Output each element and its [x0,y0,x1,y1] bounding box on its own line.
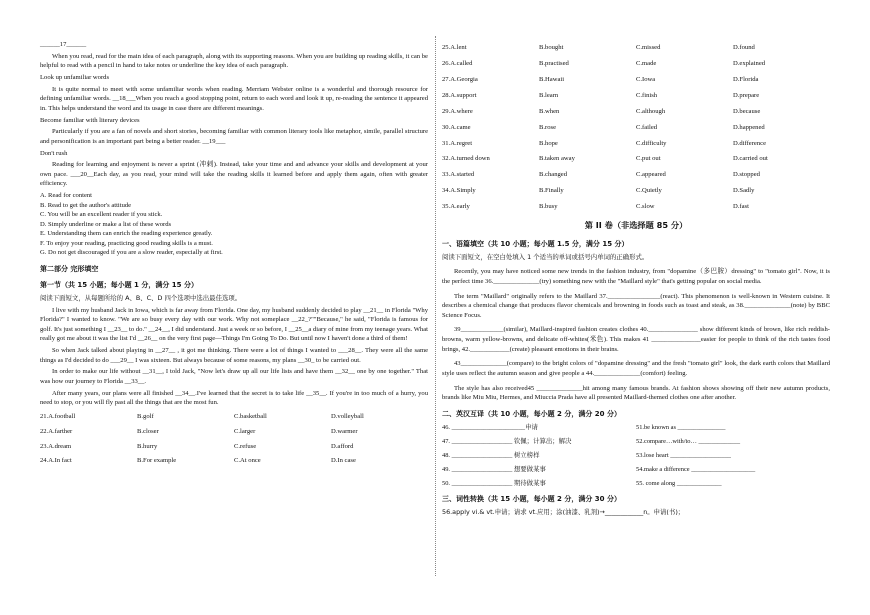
answer-row-34 [442,183,830,199]
answer-cell: 28.A.support [442,91,477,99]
translation-grid [442,423,830,488]
answer-cell: B.practised [539,60,569,68]
answer-cell: B.For example [137,457,177,465]
answer-cell: C.larger [234,428,256,436]
answer-cell: B.busy [539,203,558,211]
section-c-title: 三、词性转换（共 15 小题，每小题 2 分，满分 30 分） [442,494,621,503]
answer-cell: B.learn [539,91,559,99]
answer-cell: 31.A.regret [442,139,473,147]
subheading-look-up: Look up unfamiliar words [40,74,110,82]
reading-paragraph-2: It is quite normal to meet with some unfamiliar words when reading. Merriam Webster online is a wonderful and thorough resource for defining unfamiliar words. __18___When you reach a good stopping point, return to each word and look it up, re-reading the sentence it appeared in. This helps understand the word and its usage in case there are different meanings. [40,85,428,112]
subheading-dont-rush: Don't rush [40,149,68,157]
answer-row-25 [442,40,830,56]
answer-row-29 [442,104,830,120]
answer-cell: D.Sadly [733,187,755,195]
answer-cell: 29.A.where [442,107,473,115]
vocab-item-50: 50. ___________________ 期待做某事 [442,479,546,487]
answer-cell: 27.A.Georgia [442,75,478,83]
vocab-item-54: 54.make a difference ____________________ [636,465,756,473]
vocab-item-47: 47. ___________________ 钦佩；计算出；解决 [442,437,572,445]
answer-row-35 [442,199,830,215]
section1-title: 第一节（共 15 小题；每小题 1 分，满分 15 分） [40,281,198,290]
part2-title: 第二部分 完形填空 [40,264,99,273]
answer-row-31 [442,135,830,151]
vocab-item-51: 51.be known as _______________ [636,423,726,431]
answer-cell: B.Hawaii [539,75,565,83]
cloze-answer-grid-right [442,40,830,215]
answer-cell: D.explained [733,60,766,68]
answer-row-30 [442,119,830,135]
vocab-item-46: 46. _______________________申请 [442,423,538,431]
option-c: C. You will be an excellent reader if you stick. [40,211,163,219]
answer-row-27 [442,72,830,88]
answer-cell: 23.A.dream [40,442,72,450]
answer-cell: D.afford [331,442,354,450]
answer-cell: C.At once [234,457,261,465]
volume-2-title: 第 II 卷（非选择题 85 分） [584,219,688,230]
answer-cell: B.rose [539,123,557,131]
blank-17: ______17______ [40,41,87,48]
answer-cell: C.slow [636,203,655,211]
answer-row-22 [40,425,428,440]
answer-cell: C.appeared [636,171,666,179]
answer-row-21 [40,410,428,425]
answer-cell: B.golf [137,413,154,421]
subheading-literary-devices: Become familiar with literary devices [40,116,140,124]
fill-paragraph-2: The term "Maillard" originally refers to the Maillard 37.________________(react). This phenomenon is well-known in Western cuisine. It describes a chemical change that produces flavor chemicals and browning in foods such as toast and steak, as 38.______________(note) by BBC Science Focus. [442,292,830,319]
answer-cell: 32.A.turned down [442,155,490,163]
answer-row-24 [40,454,428,469]
answer-row-23 [40,439,428,454]
answer-cell: 26.A.called [442,60,473,68]
section-a-instructions: 阅读下面短文，在空白处填入 1 个适当的单词或括号内单词的正确形式。 [442,252,649,261]
answer-cell: D.happened [733,123,765,131]
answer-cell: D.difference [733,139,767,147]
section-a-title: 一、语篇填空（共 10 小题；每小题 1.5 分，满分 15 分） [442,239,629,248]
vocab-item-48: 48. ___________________ 树立榜样 [442,451,540,459]
answer-cell: C.Iowa [636,75,656,83]
cloze-paragraph-2: So when Jack talked about playing in __27__ , it got me thinking. There were a lot of things I wanted to ___28__. They were all the same things as I'd decided to do ___29__ I was sixteen. But always because of some reasons, my plans __30_ to be carried out. [40,347,428,364]
answer-row-28 [442,88,830,104]
answer-cell: D.prepare [733,91,760,99]
answer-cell: B.when [539,107,560,115]
answer-cell: B.closer [137,428,159,436]
reading-paragraph-4: Reading for learning and enjoyment is never a sprint (冲刺). Instead, take your time and and advance your skills and development at your own pace. ___20__Each day, as you read, your mind will take the reading skills it learned before and apply them again, often with greater efficiency. [40,161,428,188]
answer-cell: B.hurry [137,442,158,450]
answer-cell: C.difficulty [636,139,667,147]
answer-cell: D.found [733,44,755,52]
answer-cell: B.hope [539,139,558,147]
reading-paragraph-3: Particularly if you are a fan of novels and short stories, becoming familiar with common literary tools like metaphor, simile, parallel structure and personification is an important part being a better reader. __19___ [40,128,428,145]
answer-cell: C.failed [636,123,658,131]
right-column [442,40,830,520]
reading-paragraph-1: When you read, read for the main idea of each paragraph, along with its supporting reasons. When you are building up reading skills, it can be helpful to read with a pencil in hand to take notes or underline the key idea of each paragraph. [40,52,428,70]
answer-cell: C.put out [636,155,661,163]
answer-cell: B.changed [539,171,568,179]
answer-cell: 35.A.early [442,203,470,211]
answer-cell: C.made [636,60,657,68]
answer-cell: C.although [636,107,666,115]
fill-paragraph-5: The style has also received45 ______________hit among many famous brands. At fashion shows showing off their new autumn products, brands like Miu Miu, Hermes, and Miuccia Prada have all presented Maillard-themed clothes one after another. [442,384,830,402]
cloze-paragraph-4: After many years, our plans were all finished __34__.I've learned that the secret is to take life __35__. If you're in too much of a hurry, you need to stop, or you will fly past all the things that are the most fun. [40,389,428,407]
option-a: A. Read for content [40,192,92,200]
fill-paragraph-1: Recently, you may have noticed some new trends in the fashion industry, from "dopamine（多巴胺）dressing" to "tomato girl". Now, it is the perfect time 36.______________(try) something new with the "Maillard style" that's getting popular on social media. [442,268,830,285]
answer-cell: C.finish [636,91,658,99]
cloze-answer-grid-left [40,410,428,468]
answer-cell: 24.A.In fact [40,457,72,465]
option-d: D. Simply underline or make a list of these words [40,220,172,228]
answer-cell: 30.A.came [442,123,471,131]
vocab-item-55: 55. come along ______________ [636,479,722,487]
answer-row-26 [442,56,830,72]
answer-cell: B.bought [539,44,564,52]
answer-cell: D.Florida [733,75,759,83]
option-e: E. Understanding them can enrich the reading experience greatly. [40,230,213,238]
answer-cell: C.missed [636,44,661,52]
answer-cell: D.stopped [733,171,760,179]
option-b: B. Read to get the author's attitude [40,201,132,209]
cloze-paragraph-1: I live with my husband Jack in Iowa, which is far away from Florida. One day, my husband suddenly decided to play __21__ in Florida "Why Florida?" I wanted to know. "We are so busy every day with our work. Why not someplace __22_?""Because," he said, "Florida is famous for golf. It's just something I __23__ to do." __24__, I did understand. Just a week or so before, I __25__a diary of mine from my teenage years. What really got me about it was the list I'd __26__ on the very first page—Things I'm Going To Do. But until now I haven't done a third of them! [40,306,428,343]
answer-cell: 34.A.Simply [442,187,476,195]
vocab-item-53: 53.lose heart ___________________ [636,451,731,459]
column-divider [435,36,436,576]
answer-row-32 [442,151,830,167]
section1-instructions: 阅读下面短文，从每题所给的 A、B、C、D 四个选项中选出最佳选项。 [40,294,242,303]
vocab-item-49: 49. ___________________ 想要做某事 [442,465,546,473]
answer-cell: B.Finally [539,187,564,195]
answer-cell: 21.A.football [40,413,76,421]
option-f: F. To enjoy your reading, practicing good reading skills is a must. [40,239,213,247]
answer-cell: 33.A.started [442,171,475,179]
seven-choice-options [40,191,428,258]
fill-paragraph-3: 39_____________(similar), Maillard-inspired fashion creates clothes 40._______________ show different kinds of brown, like rich reddish-browns, warm yellow-browns, and delicate off-whites(米色). This makes 41 _______________easier for people to think of the rich tastes food brings, 42.____________(create) pleasant emotions in their brains. [442,326,830,353]
answer-cell: D.carried out [733,155,768,163]
left-column [40,40,428,472]
option-g: G. Do not get discouraged if you are a slow reader, especially at first. [40,249,223,257]
answer-cell: B.taken away [539,155,575,163]
vocab-item-52: 52.compare…with/to… _____________ [636,437,741,445]
answer-cell: D.volleyball [331,413,364,421]
answer-cell: D.because [733,107,761,115]
answer-cell: D.fast [733,203,749,211]
answer-cell: C.basketball [234,413,267,421]
question-56: 56.apply vi.& vt.申请；请求 vt.应用；涂(油漆、乳剂)→____________n。申请(书)； [442,508,685,517]
answer-row-33 [442,167,830,183]
cloze-paragraph-3: In order to make our life without __31__, I told Jack, "Now let's draw up all our life lists and have them __32__ one by one together." That was how our journey to Florida __33__. [40,368,428,385]
answer-cell: 22.A.farther [40,428,73,436]
answer-cell: D.In case [331,457,356,465]
answer-cell: 25.A.lent [442,44,467,52]
section-b-title: 二、英汉互译（共 10 小题，每小题 2 分，满分 20 分） [442,409,621,418]
fill-paragraph-4: 43______________(compare) to the bright colors of "dopamine dressing" and the fresh "tomato girl" look, the dark earth colors that Maillard style uses reflect the autumn season and give people a 44.______________(comfort) feeling. [442,360,830,377]
answer-cell: C.Quietly [636,187,662,195]
answer-cell: D.warmer [331,428,358,436]
answer-cell: C.refuse [234,442,257,450]
